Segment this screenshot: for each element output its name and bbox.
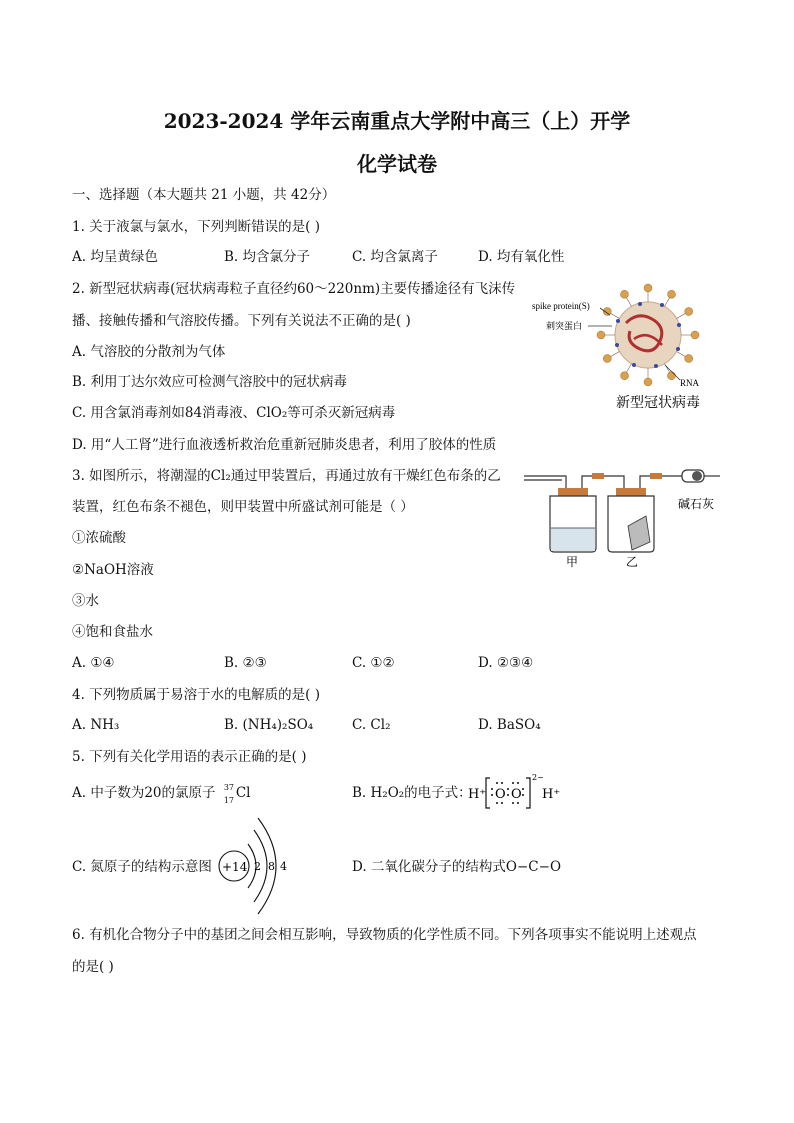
- q3-stem-line2: 装置，红色布条不褪色，则甲装置中所盛试剂可能是（ ）: [72, 499, 414, 515]
- h-ion-left: H⁺: [468, 787, 487, 802]
- q3-stem-line1: 3. 如图所示，将潮湿的Cl₂通过甲装置后，再通过放有干燥红色布条的乙: [72, 468, 501, 484]
- q3-option-a: A. ①④: [72, 655, 115, 671]
- q2-stem-line2: 播、接触传播和气溶胶传播。下列有关说法不正确的是( ): [72, 313, 411, 329]
- nuclide-mass-number: 37: [223, 783, 234, 792]
- nuclide-atomic-number: 17: [223, 796, 234, 805]
- q5-option-a: [72, 783, 251, 805]
- q4-option-b: B. (NH₄)₂SO₄: [224, 717, 314, 733]
- shell-1-electrons: 2: [254, 860, 261, 873]
- q2-option-c: C. 用含氯消毒剂如84消毒液、ClO₂等可杀灭新冠病毒: [72, 405, 396, 421]
- h2o2-electron-formula: [466, 770, 566, 814]
- spike-protein-cn-label: 刺突蛋白: [546, 322, 583, 332]
- q4-option-c: C. Cl₂: [352, 717, 391, 733]
- soda-lime-label: 碱石灰: [678, 497, 715, 511]
- q3-item-2: ②NaOH溶液: [72, 562, 154, 578]
- section-heading: 一、选择题（本大题共 21 小题，共 42分）: [72, 187, 336, 203]
- q3-item-4: ④饱和食盐水: [72, 624, 153, 640]
- gas-washing-apparatus: [524, 466, 724, 570]
- q2-option-b: B. 利用丁达尔效应可检测气溶胶中的冠状病毒: [72, 374, 348, 390]
- shell-3-electrons: 4: [280, 860, 287, 873]
- nucleus-charge: +14: [222, 860, 248, 874]
- spike-protein-label: spike protein(S): [532, 301, 590, 311]
- q3-option-c: C. ①②: [352, 655, 395, 671]
- q6-stem-line1: 6. 有机化合物分子中的基团之间会相互影响，导致物质的化学性质不同。下列各项事实不能说明上述观点: [72, 927, 697, 943]
- q3-option-b: B. ②③: [224, 655, 267, 671]
- q3-option-d: D. ②③④: [478, 655, 534, 671]
- bottle-jia-label: 甲: [566, 555, 579, 569]
- bottle-yi: [608, 488, 654, 552]
- oxygen-atom-1: O: [495, 787, 506, 802]
- q4-option-a: A. NH₃: [72, 717, 120, 733]
- q5-option-b-text: B. H₂O₂的电子式：: [352, 785, 472, 801]
- paper-subtitle: 化学试卷: [357, 152, 437, 176]
- oxygen-atom-2: O: [511, 787, 522, 802]
- nuclide-symbol: Cl: [235, 785, 251, 801]
- q1-option-b: B. 均含氯分子: [224, 249, 311, 265]
- nuclide-notation: [223, 783, 236, 805]
- bottle-yi-label: 乙: [626, 555, 639, 569]
- q5-option-c: [72, 858, 212, 876]
- q5-option-b: [352, 784, 472, 802]
- q4-stem: 4. 下列物质属于易溶于水的电解质的是( ): [72, 687, 320, 703]
- q1-option-c: C. 均含氯离子: [352, 249, 438, 265]
- atom-structure-diagram: [214, 816, 294, 916]
- q1-stem: 1. 关于液氯与氯水，下列判断错误的是( ): [72, 219, 320, 235]
- coronavirus-figure: [530, 280, 730, 420]
- q3-item-1: ①浓硫酸: [72, 530, 126, 546]
- h-ion-right: H⁺: [542, 787, 561, 802]
- q1-option-d: D. 均有氧化性: [478, 249, 565, 265]
- q5-option-c-text: C. 氮原子的结构示意图: [72, 859, 212, 875]
- paper-title: 2023-2024 学年云南重点大学附中高三（上）开学: [163, 109, 631, 133]
- virus-caption: 新型冠状病毒: [616, 395, 700, 411]
- q5-stem: 5. 下列有关化学用语的表示正确的是( ): [72, 749, 307, 765]
- virus-particle: [597, 284, 699, 386]
- q4-option-d: D. BaSO₄: [478, 717, 541, 733]
- tube-connector: [592, 473, 604, 479]
- q2-option-d: D. 用“人工肾”进行血液透析救治危重新冠肺炎患者，利用了胶体的性质: [72, 437, 497, 453]
- bottle-jia: [550, 488, 596, 552]
- q3-item-3: ③水: [72, 593, 99, 609]
- q5-option-a-text: A. 中子数为20的氯原子: [72, 785, 216, 801]
- shell-2-electrons: 8: [268, 860, 275, 873]
- q1-option-a: A. 均呈黄绿色: [72, 249, 158, 265]
- q5-option-d: D. 二氧化碳分子的结构式O−C−O: [352, 859, 562, 875]
- q6-stem-line2: 的是( ): [72, 959, 114, 975]
- charge-label: 2−: [532, 773, 544, 782]
- q2-option-a: A. 气溶胶的分散剂为气体: [72, 344, 226, 360]
- tube-connector: [650, 473, 662, 479]
- rna-label: RNA: [680, 378, 700, 388]
- q2-stem-line1: 2. 新型冠状病毒(冠状病毒粒子直径约60～220nm)主要传播途径有飞沫传: [72, 281, 516, 297]
- soda-lime-granules: [692, 471, 702, 481]
